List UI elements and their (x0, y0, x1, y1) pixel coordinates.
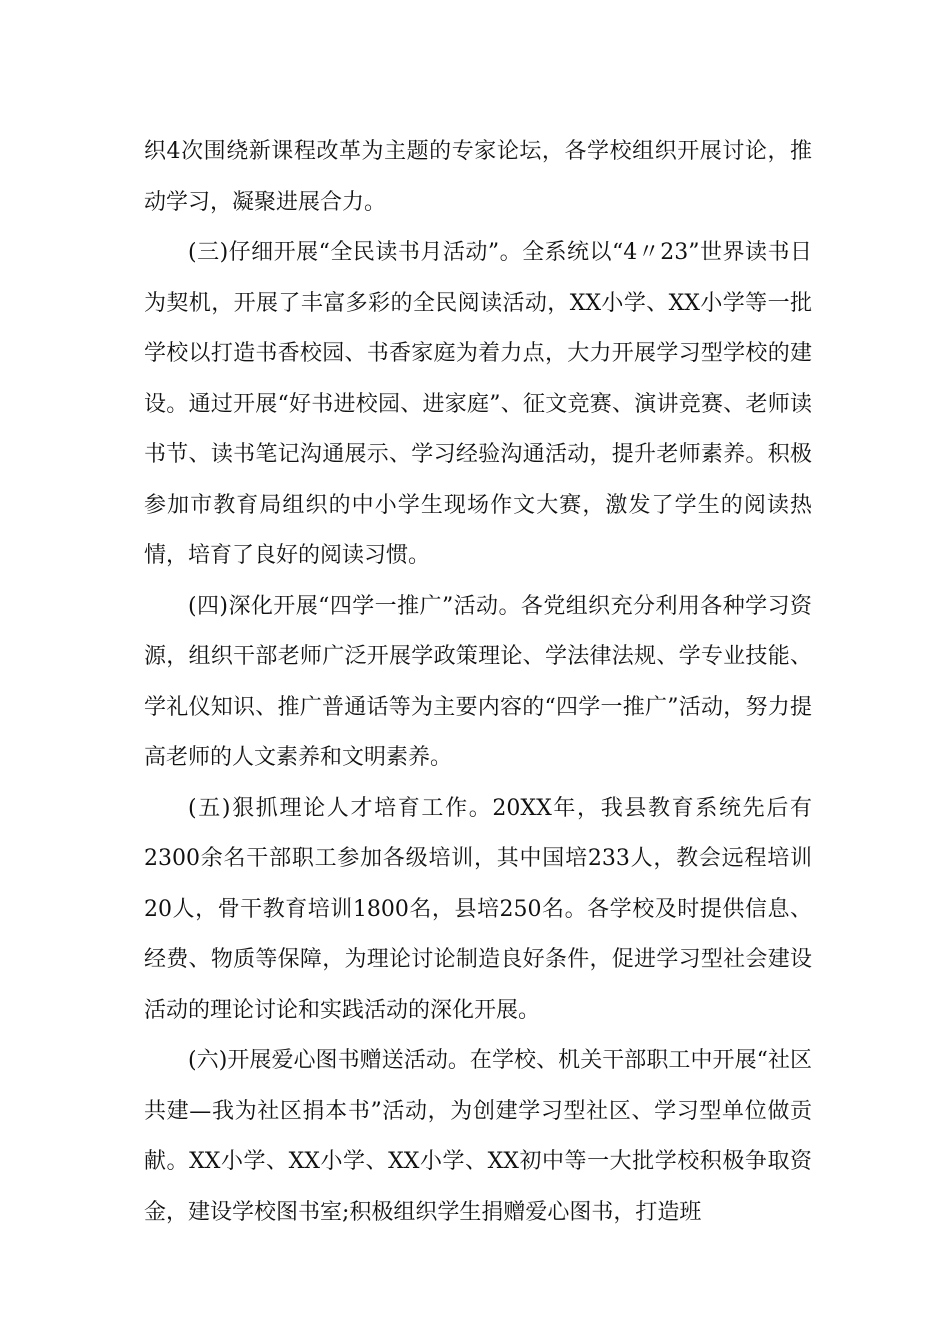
paragraph-four-studies: (四)深化开展“四学一推广”活动。各党组织充分利用各种学习资源，组织干部老师广泛开展学政策理论、学法律法规、学专业技能、学礼仪知识、推广普通话等为主要内容的“四学一推广”活动，努力提高老师的人文素养和文明素养。 (144, 593, 812, 770)
paragraph-continued: 织4次围绕新课程改革为主题的专家论坛，各学校组织开展讨论，推动学习，凝聚进展合力。 (144, 139, 812, 215)
paragraph-book-donation: (六)开展爱心图书赠送活动。在学校、机关干部职工中开展“社区共建—我为社区捐本书”活动，为创建学习型社区、学习型单位做贡献。XX小学、XX小学、XX小学、XX初中等一大批学校积极争取资金，建设学校图书室;积极组织学生捐赠爱心图书，打造班 (144, 1048, 812, 1225)
document-body (144, 127, 812, 1238)
paragraph-talent-training: (五)狠抓理论人才培育工作。20XX年，我县教育系统先后有2300余名干部职工参加各级培训，其中国培233人，教会远程培训20人，骨干教育培训1800名，县培250名。各学校及时提供信息、经费、物质等保障，为理论讨论制造良好条件，促进学习型社会建设活动的理论讨论和实践活动的深化开展。 (144, 795, 812, 1023)
paragraph-reading-month: (三)仔细开展“全民读书月活动”。全系统以“4〃23”世界读书日为契机，开展了丰富多彩的全民阅读活动，XX小学、XX小学等一批学校以打造书香校园、书香家庭为着力点，大力开展学习型学校的建设。通过开展“好书进校园、进家庭”、征文竞赛、演讲竞赛、老师读书节、读书笔记沟通展示、学习经验沟通活动，提升老师素养。积极参加市教育局组织的中小学生现场作文大赛，激发了学生的阅读热情，培育了良好的阅读习惯。 (144, 240, 812, 568)
